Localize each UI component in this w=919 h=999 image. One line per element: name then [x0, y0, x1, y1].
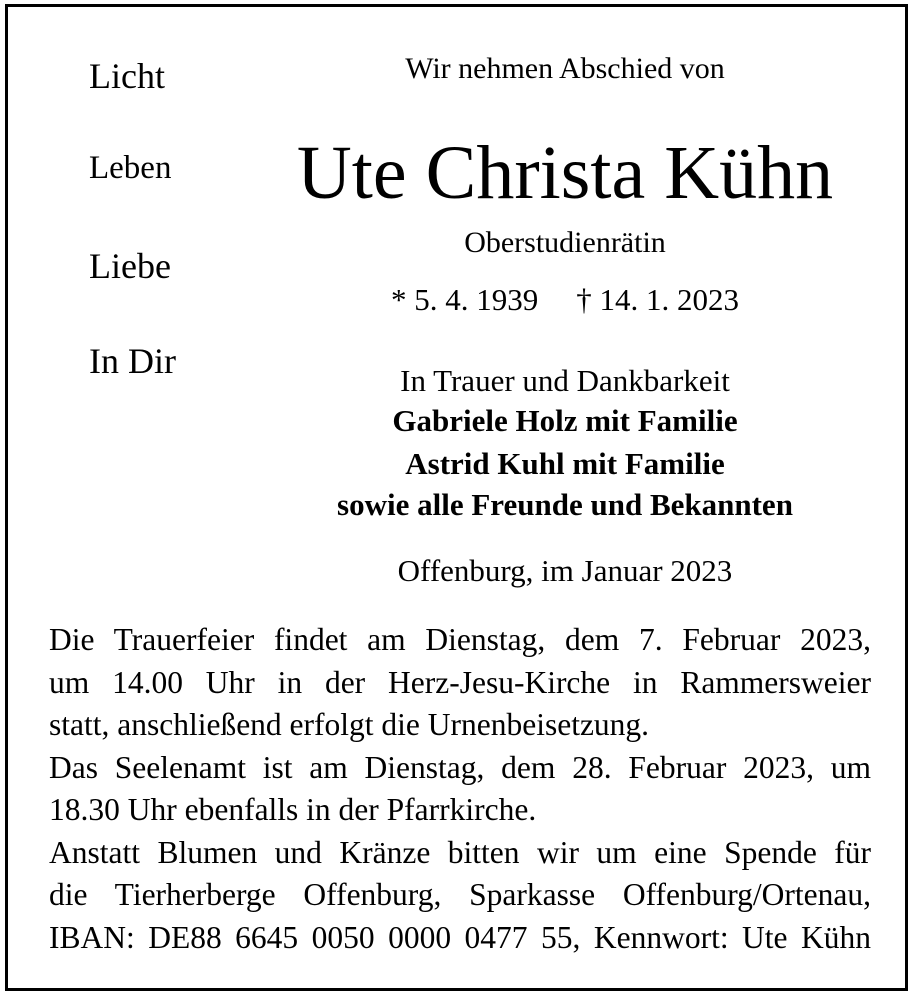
mourners-intro: In Trauer und Dankbarkeit [400, 363, 730, 398]
notice-line: Anstatt Blumen und Kränze bitten wir um eine Spende für [49, 834, 871, 870]
funeral-notice-text [49, 619, 871, 959]
notice-line: die Tierherberge Offenburg, Sparkasse Offenburg/Ortenau, [49, 877, 871, 912]
notice-line: Die Trauerfeier findet am Dienstag, dem 7. Februar 2023, [49, 622, 871, 657]
side-word-liebe: Liebe [89, 246, 171, 286]
notice-line: um 14.00 Uhr in der Herz-Jesu-Kirche in Rammersweier [49, 664, 871, 700]
birth-date: * 5. 4. 1939 [391, 282, 539, 317]
mourner-2: Astrid Kuhl mit Familie [405, 446, 725, 481]
notice-line: Das Seelenamt ist am Dienstag, dem 28. Februar 2023, um [49, 749, 871, 785]
notice-line: 18.30 Uhr ebenfalls in der Pfarrkirche. [49, 792, 537, 827]
intro-text: Wir nehmen Abschied von [405, 52, 725, 85]
death-date: † 14. 1. 2023 [576, 282, 739, 317]
deceased-title: Oberstudienrätin [464, 226, 666, 259]
notice-line: IBAN: DE88 6645 0050 0000 0477 55, Kennwort: Ute Kühn [49, 919, 871, 955]
mourner-1: Gabriele Holz mit Familie [392, 403, 738, 438]
mourner-3: sowie alle Freunde und Bekannten [337, 487, 793, 522]
side-word-in-dir: In Dir [89, 341, 176, 381]
deceased-name: Ute Christa Kühn [296, 131, 834, 215]
notice-line: statt, anschließend erfolgt die Urnenbeisetzung. [49, 707, 650, 742]
side-word-leben: Leben [89, 150, 172, 186]
place-date: Offenburg, im Januar 2023 [397, 553, 733, 588]
side-word-licht: Licht [89, 56, 165, 96]
life-dates [260, 282, 870, 318]
